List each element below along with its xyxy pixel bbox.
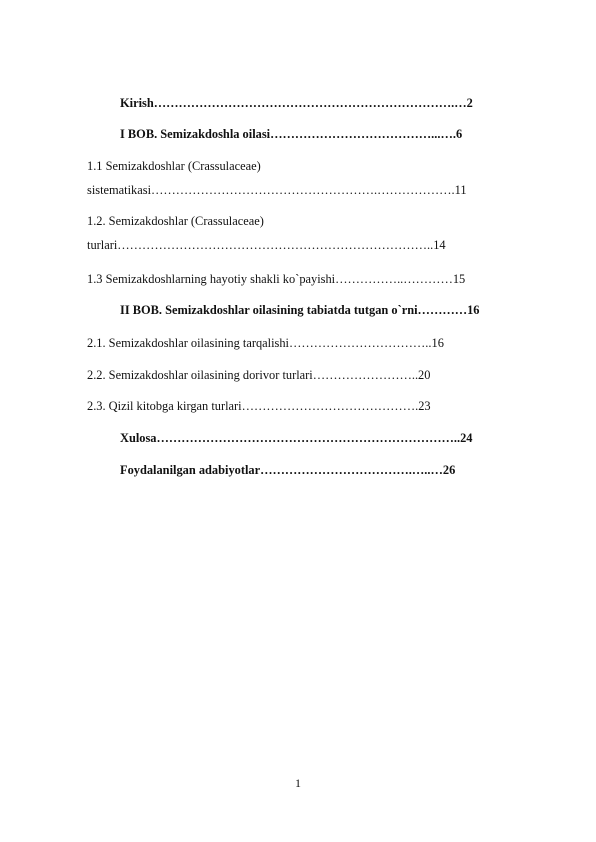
toc-item-1-2-title: 1.2. Semizakdoshlar (Crassulaceae): [87, 214, 264, 228]
toc-item-1-1-leader: sistematikasi……………………………………………….……………….11: [87, 183, 467, 197]
toc-item-1-2-leader: turlari…………………………………………………………………..14: [87, 238, 446, 252]
toc-item-adabiyot: Foydalanilgan adabiyotlar……………………………….…..…26: [120, 463, 456, 477]
toc-item-1-3: 1.3 Semizakdoshlarning hayotiy shakli ko`payishi……………..…………15: [87, 272, 466, 286]
toc-item-bob1: I BOB. Semizakdoshla oilasi…………………………………...….6: [120, 127, 463, 141]
toc-item-2-1: 2.1. Semizakdoshlar oilasining tarqalishi……………………………..16: [87, 336, 444, 350]
toc-item-xulosa: Xulosa………………………………………………………………..24: [120, 431, 473, 445]
toc-item-bob2: II BOB. Semizakdoshlar oilasining tabiatda tutgan o`rni…………16: [120, 303, 480, 317]
toc-item-2-2: 2.2. Semizakdoshlar oilasining dorivor turlari……………………..20: [87, 368, 431, 382]
toc-item-1-1-title: 1.1 Semizakdoshlar (Crassulaceae): [87, 159, 261, 173]
page-number: 1: [295, 776, 301, 790]
toc-item-2-3: 2.3. Qizil kitobga kirgan turlari…………………………………….23: [87, 399, 431, 413]
toc-item-kirish: Kirish……………………………………………………………….…2: [120, 96, 473, 110]
